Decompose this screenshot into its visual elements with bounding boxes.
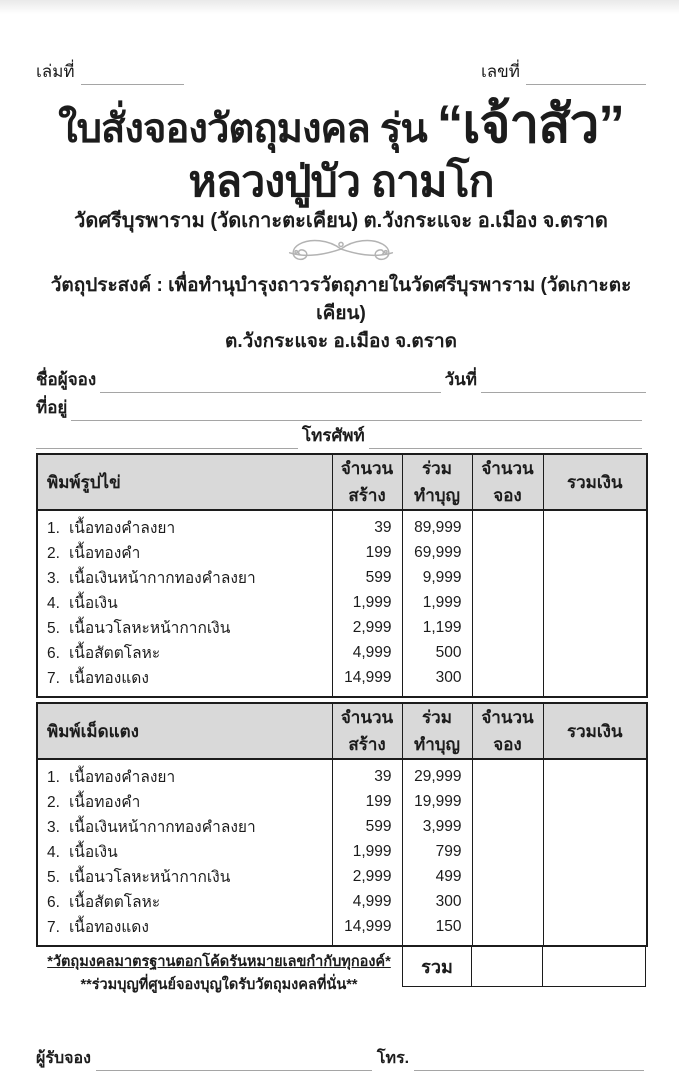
- reserve-count-cell[interactable]: [472, 914, 543, 946]
- col-reserve-header: จำนวนจอง: [472, 703, 543, 759]
- donation-amount: 300: [402, 665, 472, 697]
- table-row: [37, 789, 647, 814]
- table-row: [37, 839, 647, 864]
- table-header-row: [37, 703, 647, 759]
- col-total-header: รวมเงิน: [543, 454, 647, 510]
- total-money-cell[interactable]: [543, 759, 647, 789]
- row-no: 1.: [47, 769, 60, 786]
- purpose-line-2: ต.วังกระแจะ อ.เมือง จ.ตราด: [225, 331, 457, 352]
- material-name: เนื้อเงิน: [69, 595, 118, 612]
- table-row: [37, 565, 647, 590]
- table-title-cell: พิมพ์เม็ดแตง: [37, 703, 332, 759]
- phone-row: [36, 421, 646, 449]
- reserve-count-cell[interactable]: [472, 640, 543, 665]
- number-input-line[interactable]: [526, 69, 646, 85]
- address-row: [36, 393, 646, 421]
- total-money-cell[interactable]: [543, 590, 647, 615]
- name-date-row: [36, 365, 646, 393]
- reserve-count-cell[interactable]: [472, 540, 543, 565]
- material-name: เนื้อทองคำลงยา: [69, 769, 176, 786]
- row-no: 6.: [47, 645, 60, 662]
- number-field: [481, 58, 646, 85]
- made-count: 599: [332, 565, 402, 590]
- total-reserve-cell[interactable]: [472, 947, 543, 987]
- donation-amount: 89,999: [402, 510, 472, 540]
- material-name: เนื้อทองแดง: [69, 919, 149, 936]
- purpose-line-1: วัตถุประสงค์ : เพื่อทำนุบำรุงถาวรวัตถุภายในวัดศรีบุรพาราม (วัดเกาะตะเคียน): [50, 275, 632, 324]
- reserve-count-cell[interactable]: [472, 789, 543, 814]
- col-made-header: จำนวนสร้าง: [332, 703, 402, 759]
- volume-label: เล่มที่: [36, 62, 75, 81]
- total-money-cell[interactable]: [543, 914, 647, 946]
- col-reserve-header: จำนวนจอง: [472, 454, 543, 510]
- reserve-count-cell[interactable]: [472, 814, 543, 839]
- material-name: เนื้อนวโลหะหน้ากากเงิน: [69, 869, 231, 886]
- material-name: เนื้อเงินหน้ากากทองคำลงยา: [69, 819, 256, 836]
- table-row: [37, 864, 647, 889]
- reserve-count-cell[interactable]: [472, 839, 543, 864]
- total-money-cell[interactable]: [543, 640, 647, 665]
- row-no: 5.: [47, 869, 60, 886]
- row-no: 5.: [47, 620, 60, 637]
- total-money-cell[interactable]: [543, 789, 647, 814]
- donation-amount: 19,999: [402, 789, 472, 814]
- table-row: [37, 665, 647, 697]
- footnote-pickup: **ร่วมบุญที่ศูนย์จองบุญใดรับวัตถุมงคลที่นั่น**: [80, 977, 358, 993]
- form-title-prefix: ใบสั่งจองวัตถุมงคล รุ่น: [58, 107, 427, 151]
- receiver-label: ผู้รับจอง: [36, 1050, 91, 1067]
- table-header-row: [37, 454, 647, 510]
- table-row: [37, 889, 647, 914]
- made-count: 14,999: [332, 665, 402, 697]
- donation-amount: 1,999: [402, 590, 472, 615]
- reserve-count-cell[interactable]: [472, 565, 543, 590]
- table-row: [37, 615, 647, 640]
- made-count: 199: [332, 540, 402, 565]
- made-count: 4,999: [332, 640, 402, 665]
- receiver-input-line[interactable]: [96, 1055, 372, 1071]
- total-money-cell[interactable]: [543, 839, 647, 864]
- table-row: [37, 510, 647, 540]
- made-count: 2,999: [332, 864, 402, 889]
- volume-input-line[interactable]: [81, 69, 184, 85]
- table-row: [37, 914, 647, 946]
- form-title: [36, 97, 646, 157]
- reserve-count-cell[interactable]: [472, 510, 543, 540]
- product-table-egg-shape: [36, 453, 648, 698]
- form-title-series-name: “เจ้าสัว”: [436, 95, 624, 154]
- table-row: [37, 759, 647, 789]
- name-label: ชื่อผู้จอง: [36, 370, 97, 389]
- material-name: เนื้อนวโลหะหน้ากากเงิน: [69, 620, 231, 637]
- made-count: 1,999: [332, 590, 402, 615]
- donation-amount: 3,999: [402, 814, 472, 839]
- made-count: 2,999: [332, 615, 402, 640]
- made-count: 199: [332, 789, 402, 814]
- row-no: 2.: [47, 794, 60, 811]
- row-no: 3.: [47, 819, 60, 836]
- row-no: 4.: [47, 595, 60, 612]
- made-count: 39: [332, 759, 402, 789]
- table-row: [37, 814, 647, 839]
- grand-total-row: [36, 947, 646, 996]
- material-name: เนื้อเงิน: [69, 844, 118, 861]
- material-name: เนื้อทองคำ: [69, 794, 141, 811]
- tel-label: โทร.: [376, 1050, 410, 1067]
- col-donation-header: ร่วมทำบุญ: [402, 454, 472, 510]
- material-name: เนื้อทองแดง: [69, 670, 149, 687]
- footnote-code-stamp: *วัตถุมงคลมาตรฐานตอกโค้ดรันหมายเลขกำกับทุกองค์*: [47, 954, 391, 970]
- table-row: [37, 640, 647, 665]
- monk-name-title: หลวงปู่บัว ถามโก: [188, 158, 494, 206]
- volume-field: [36, 58, 184, 85]
- made-count: 39: [332, 510, 402, 540]
- temple-address-subtitle: วัดศรีบุรพาราม (วัดเกาะตะเคียน) ต.วังกระแจะ อ.เมือง จ.ตราด: [74, 210, 608, 232]
- made-count: 14,999: [332, 914, 402, 946]
- table-row: [37, 590, 647, 615]
- address-input-line[interactable]: [71, 405, 642, 421]
- row-no: 7.: [47, 919, 60, 936]
- total-money-cell[interactable]: [543, 864, 647, 889]
- receiver-row: [36, 1046, 646, 1071]
- row-no: 7.: [47, 670, 60, 687]
- total-money-cell[interactable]: [543, 540, 647, 565]
- address-label: ที่อยู่: [36, 398, 68, 417]
- photo-edge-shade: [0, 0, 679, 14]
- number-label: เลขที่: [480, 62, 520, 81]
- donation-amount: 499: [402, 864, 472, 889]
- total-money-cell[interactable]: [543, 615, 647, 640]
- customer-fields: [36, 365, 646, 449]
- table-title-cell: พิมพ์รูปไข่: [37, 454, 332, 510]
- donation-amount: 1,199: [402, 615, 472, 640]
- name-input-line[interactable]: [100, 377, 440, 393]
- phone-label: โทรศัพท์: [302, 426, 365, 445]
- made-count: 4,999: [332, 889, 402, 914]
- made-count: 599: [332, 814, 402, 839]
- reserve-count-cell[interactable]: [472, 759, 543, 789]
- row-no: 2.: [47, 545, 60, 562]
- table-row: [37, 540, 647, 565]
- col-donation-header: ร่วมทำบุญ: [402, 703, 472, 759]
- col-total-header: รวมเงิน: [543, 703, 647, 759]
- flourish-divider-icon: [36, 236, 646, 268]
- row-no: 1.: [47, 520, 60, 537]
- total-money-cell[interactable]: [543, 947, 646, 987]
- reserve-count-cell[interactable]: [472, 864, 543, 889]
- reserve-count-cell[interactable]: [472, 590, 543, 615]
- material-name: เนื้อทองคำลงยา: [69, 520, 176, 537]
- total-money-cell[interactable]: [543, 665, 647, 697]
- donation-amount: 29,999: [402, 759, 472, 789]
- total-money-cell[interactable]: [543, 889, 647, 914]
- footnotes: [36, 947, 402, 996]
- reserve-count-cell[interactable]: [472, 889, 543, 914]
- material-name: เนื้อเงินหน้ากากทองคำลงยา: [69, 570, 256, 587]
- donation-amount: 799: [402, 839, 472, 864]
- col-made-header: จำนวนสร้าง: [332, 454, 402, 510]
- donation-amount: 69,999: [402, 540, 472, 565]
- row-no: 6.: [47, 894, 60, 911]
- row-no: 3.: [47, 570, 60, 587]
- total-money-cell[interactable]: [543, 814, 647, 839]
- row-no: 4.: [47, 844, 60, 861]
- material-name: เนื้อทองคำ: [69, 545, 141, 562]
- material-name: เนื้อสัตตโลหะ: [69, 645, 161, 662]
- total-money-cell[interactable]: [543, 510, 647, 540]
- donation-amount: 300: [402, 889, 472, 914]
- date-input-line[interactable]: [481, 377, 646, 393]
- made-count: 1,999: [332, 839, 402, 864]
- donation-amount: 500: [402, 640, 472, 665]
- total-money-cell[interactable]: [543, 565, 647, 590]
- phone-input-line[interactable]: [369, 433, 642, 449]
- total-label-cell: รวม: [402, 947, 472, 987]
- reserve-count-cell[interactable]: [472, 615, 543, 640]
- donation-amount: 9,999: [402, 565, 472, 590]
- material-name: เนื้อสัตตโลหะ: [69, 894, 161, 911]
- donation-amount: 150: [402, 914, 472, 946]
- book-number-row: [36, 58, 646, 85]
- reserve-count-cell[interactable]: [472, 665, 543, 697]
- product-table-melon-seed: [36, 702, 648, 947]
- date-label: วันที่: [444, 370, 477, 389]
- address-input-line-2[interactable]: [36, 433, 298, 449]
- tel-input-line[interactable]: [414, 1055, 644, 1071]
